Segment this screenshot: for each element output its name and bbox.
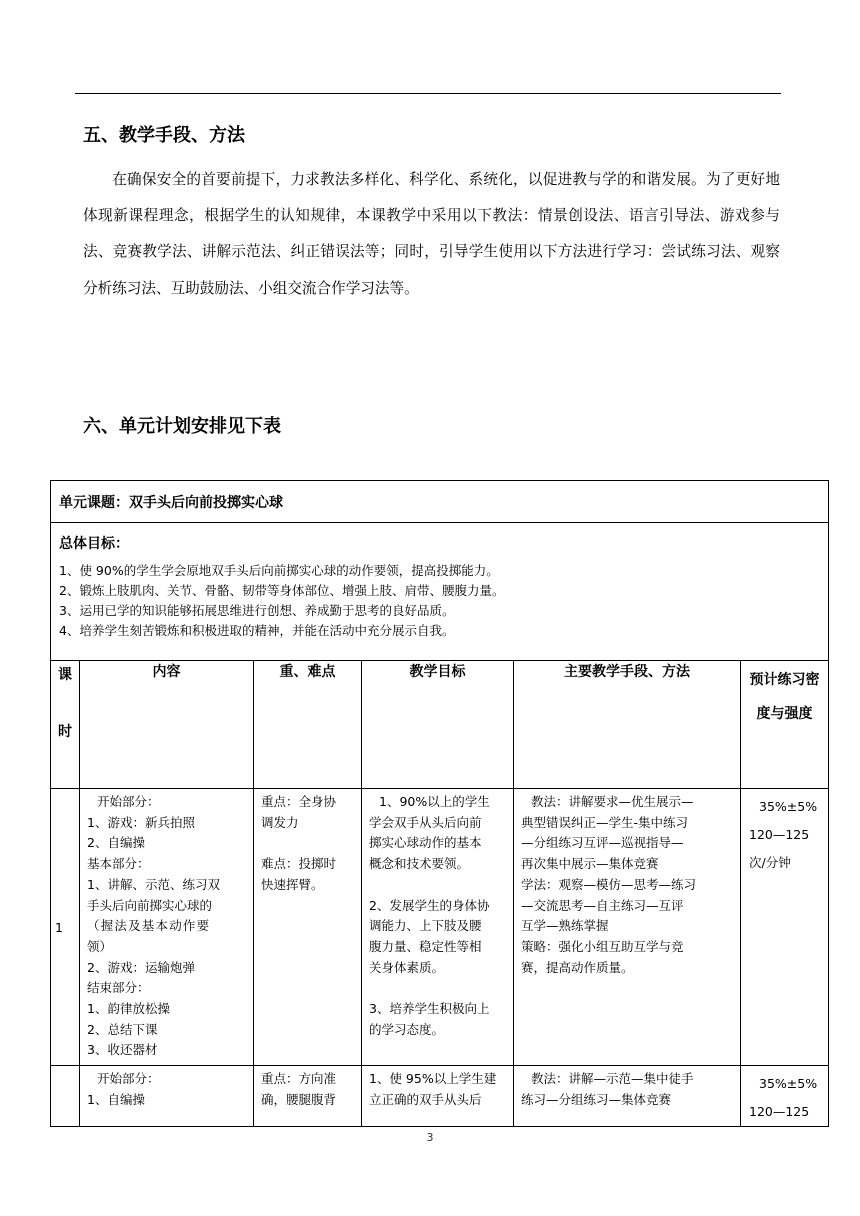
goal-item: 1、使 90%的学生学会原地双手头后向前掷实心球的动作要领，提高投掷能力。 bbox=[59, 563, 499, 578]
header-period: 课 时 bbox=[51, 661, 80, 789]
content-cell: 开始部分： 1、自编操 bbox=[80, 1066, 254, 1127]
goal-item: 3、运用已学的知识能够拓展思维进行创想、养成勤于思考的良好品质。 bbox=[59, 603, 455, 618]
goal-item: 4、培养学生刻苦锻炼和积极进取的精神，并能在活动中充分展示自我。 bbox=[59, 623, 455, 638]
goal-item: 2、锻炼上肢肌肉、关节、骨骼、韧带等身体部位、增强上肢、肩带、腰腹力量。 bbox=[59, 583, 505, 598]
goals-heading: 总体目标： bbox=[59, 536, 129, 552]
density-cell: 35%±5% 120—125 次/分钟 bbox=[741, 789, 829, 1066]
content-cell: 开始部分： 1、游戏：新兵拍照 2、自编操 基本部分： 1、讲解、示范、练习双 手头后向前掷实心球的 （握法及基本动作要 领） 2、游戏：运输炮弹 结束部分： 1、韵律放松操 2、总结下课 3、收还器材 bbox=[80, 789, 254, 1066]
methods-cell: 教法：讲解要求—优生展示— 典型错误纠正—学生-集中练习 —分组练习互评—巡视指导— 再次集中展示—集体竞赛 学法：观察—模仿—思考—练习 —交流思考—自主练习—互评 互学—熟练掌握 策略：强化小组互助互学与竞 赛，提高动作质量。 bbox=[514, 789, 741, 1066]
key-points-cell: 重点：方向准 确，腰腿腹背 bbox=[254, 1066, 362, 1127]
overall-goals bbox=[51, 523, 829, 661]
density-cell: 35%±5% 120—125 bbox=[741, 1066, 829, 1127]
section6-heading: 六、单元计划安排见下表 bbox=[83, 416, 281, 437]
key-points-cell: 重点：全身协 调发力 难点：投掷时 快速挥臂。 bbox=[254, 789, 362, 1066]
section5-heading: 五、教学手段、方法 bbox=[83, 125, 245, 146]
period-cell: 1 bbox=[51, 789, 80, 1066]
period-cell bbox=[51, 1066, 80, 1127]
objectives-cell: 1、90%以上的学生 学会双手从头后向前 掷实心球动作的基本 概念和技术要领。 2、发展学生的身体协 调能力、上下肢及腰 腹力量、稳定性等相 关身体素质。 3、培养学生积极向上 的学习态度。 bbox=[362, 789, 514, 1066]
objectives-cell: 1、使 95%以上学生建 立正确的双手从头后 bbox=[362, 1066, 514, 1127]
table-header-row bbox=[51, 661, 829, 789]
header-methods: 主要教学手段、方法 bbox=[514, 661, 741, 789]
table-row bbox=[51, 789, 829, 1066]
header-density: 预计练习密度与强度 bbox=[741, 661, 829, 789]
header-rule bbox=[75, 93, 781, 94]
header-key-points: 重、难点 bbox=[254, 661, 362, 789]
unit-plan-table bbox=[50, 480, 829, 1127]
section5-paragraph: 在确保安全的首要前提下，力求教法多样化、科学化、系统化，以促进教与学的和谐发展。为了更好地体现新课程理念，根据学生的认知规律，本课教学中采用以下教法：情景创设法、语言引导法、游戏参与法、竞赛教学法、讲解示范法、纠正错误法等；同时，引导学生使用以下方法进行学习：尝试练习法、观察分析练习法、互助鼓励法、小组交流合作学习法等。 bbox=[83, 171, 780, 297]
header-content: 内容 bbox=[80, 661, 254, 789]
page-number: 3 bbox=[426, 1131, 434, 1144]
unit-title: 单元课题：双手头后向前投掷实心球 bbox=[51, 481, 829, 523]
table-row bbox=[51, 1066, 829, 1127]
methods-cell: 教法：讲解—示范—集中徒手 练习—分组练习—集体竞赛 bbox=[514, 1066, 741, 1127]
header-objectives: 教学目标 bbox=[362, 661, 514, 789]
